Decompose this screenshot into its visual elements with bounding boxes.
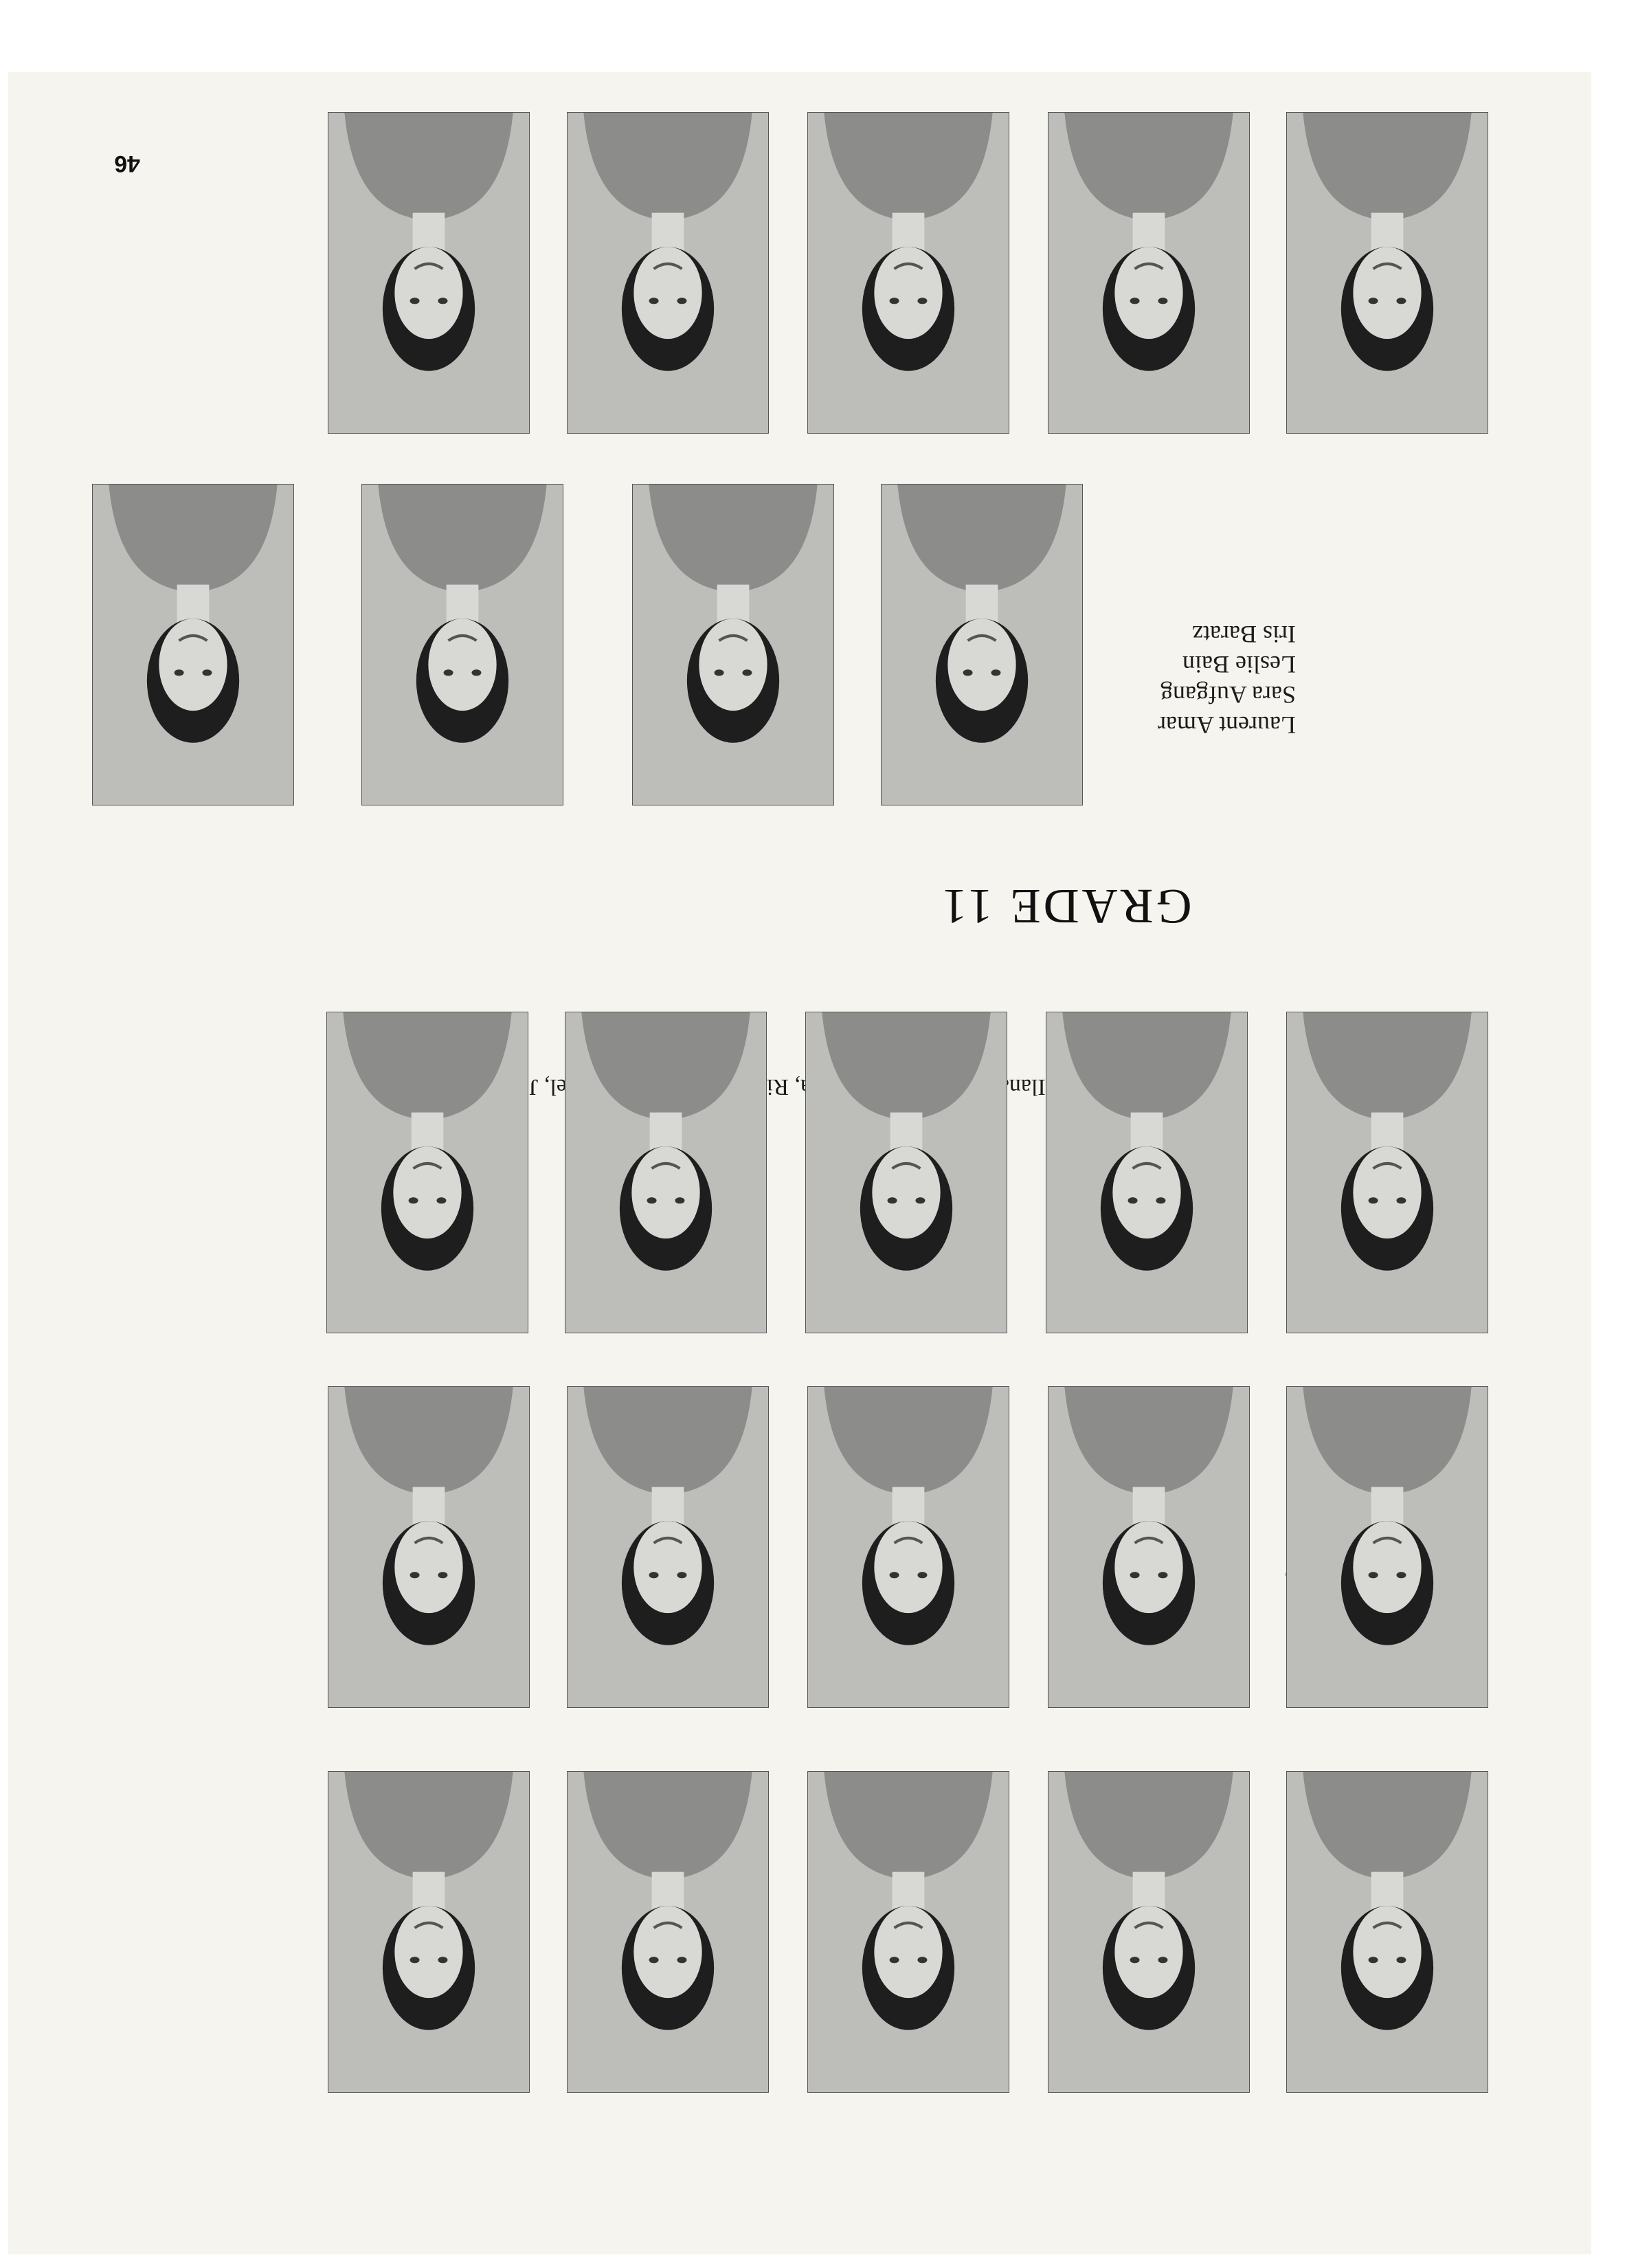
student-photo	[326, 1012, 528, 1333]
student-photo	[567, 112, 769, 434]
student-photo	[807, 112, 1009, 434]
student-photo	[567, 1771, 769, 2093]
student-photo	[92, 484, 294, 805]
student-photo	[807, 1771, 1009, 2093]
student-photo	[1048, 1386, 1250, 1708]
student-photo	[632, 484, 834, 805]
student-photo	[1048, 112, 1250, 434]
student-photo	[881, 484, 1083, 805]
student-photo	[361, 484, 563, 805]
student-photo	[1286, 1012, 1488, 1333]
student-photo	[328, 1771, 530, 2093]
yearbook-page	[8, 72, 1591, 2254]
grade-title: GRADE 11	[939, 879, 1192, 934]
student-photo	[1048, 1771, 1250, 2093]
student-photo	[567, 1386, 769, 1708]
name-list-group-2	[1158, 619, 1296, 740]
student-name: Sara Aufgang	[1160, 681, 1296, 709]
student-photo	[328, 112, 530, 434]
absent-line: Ilana	[998, 1074, 1046, 1100]
student-name: Leslie Bain	[1182, 651, 1296, 678]
page-number: 46	[114, 151, 140, 177]
student-photo	[328, 1386, 530, 1708]
student-photo	[1046, 1012, 1248, 1333]
student-photo	[805, 1012, 1007, 1333]
student-photo	[807, 1386, 1009, 1708]
student-photo	[1286, 1771, 1488, 2093]
student-photo	[1286, 1386, 1488, 1708]
student-name: Iris Baratz	[1192, 621, 1296, 648]
student-photo	[1286, 112, 1488, 434]
student-photo	[565, 1012, 767, 1333]
student-name: Laurent Amar	[1158, 711, 1296, 739]
